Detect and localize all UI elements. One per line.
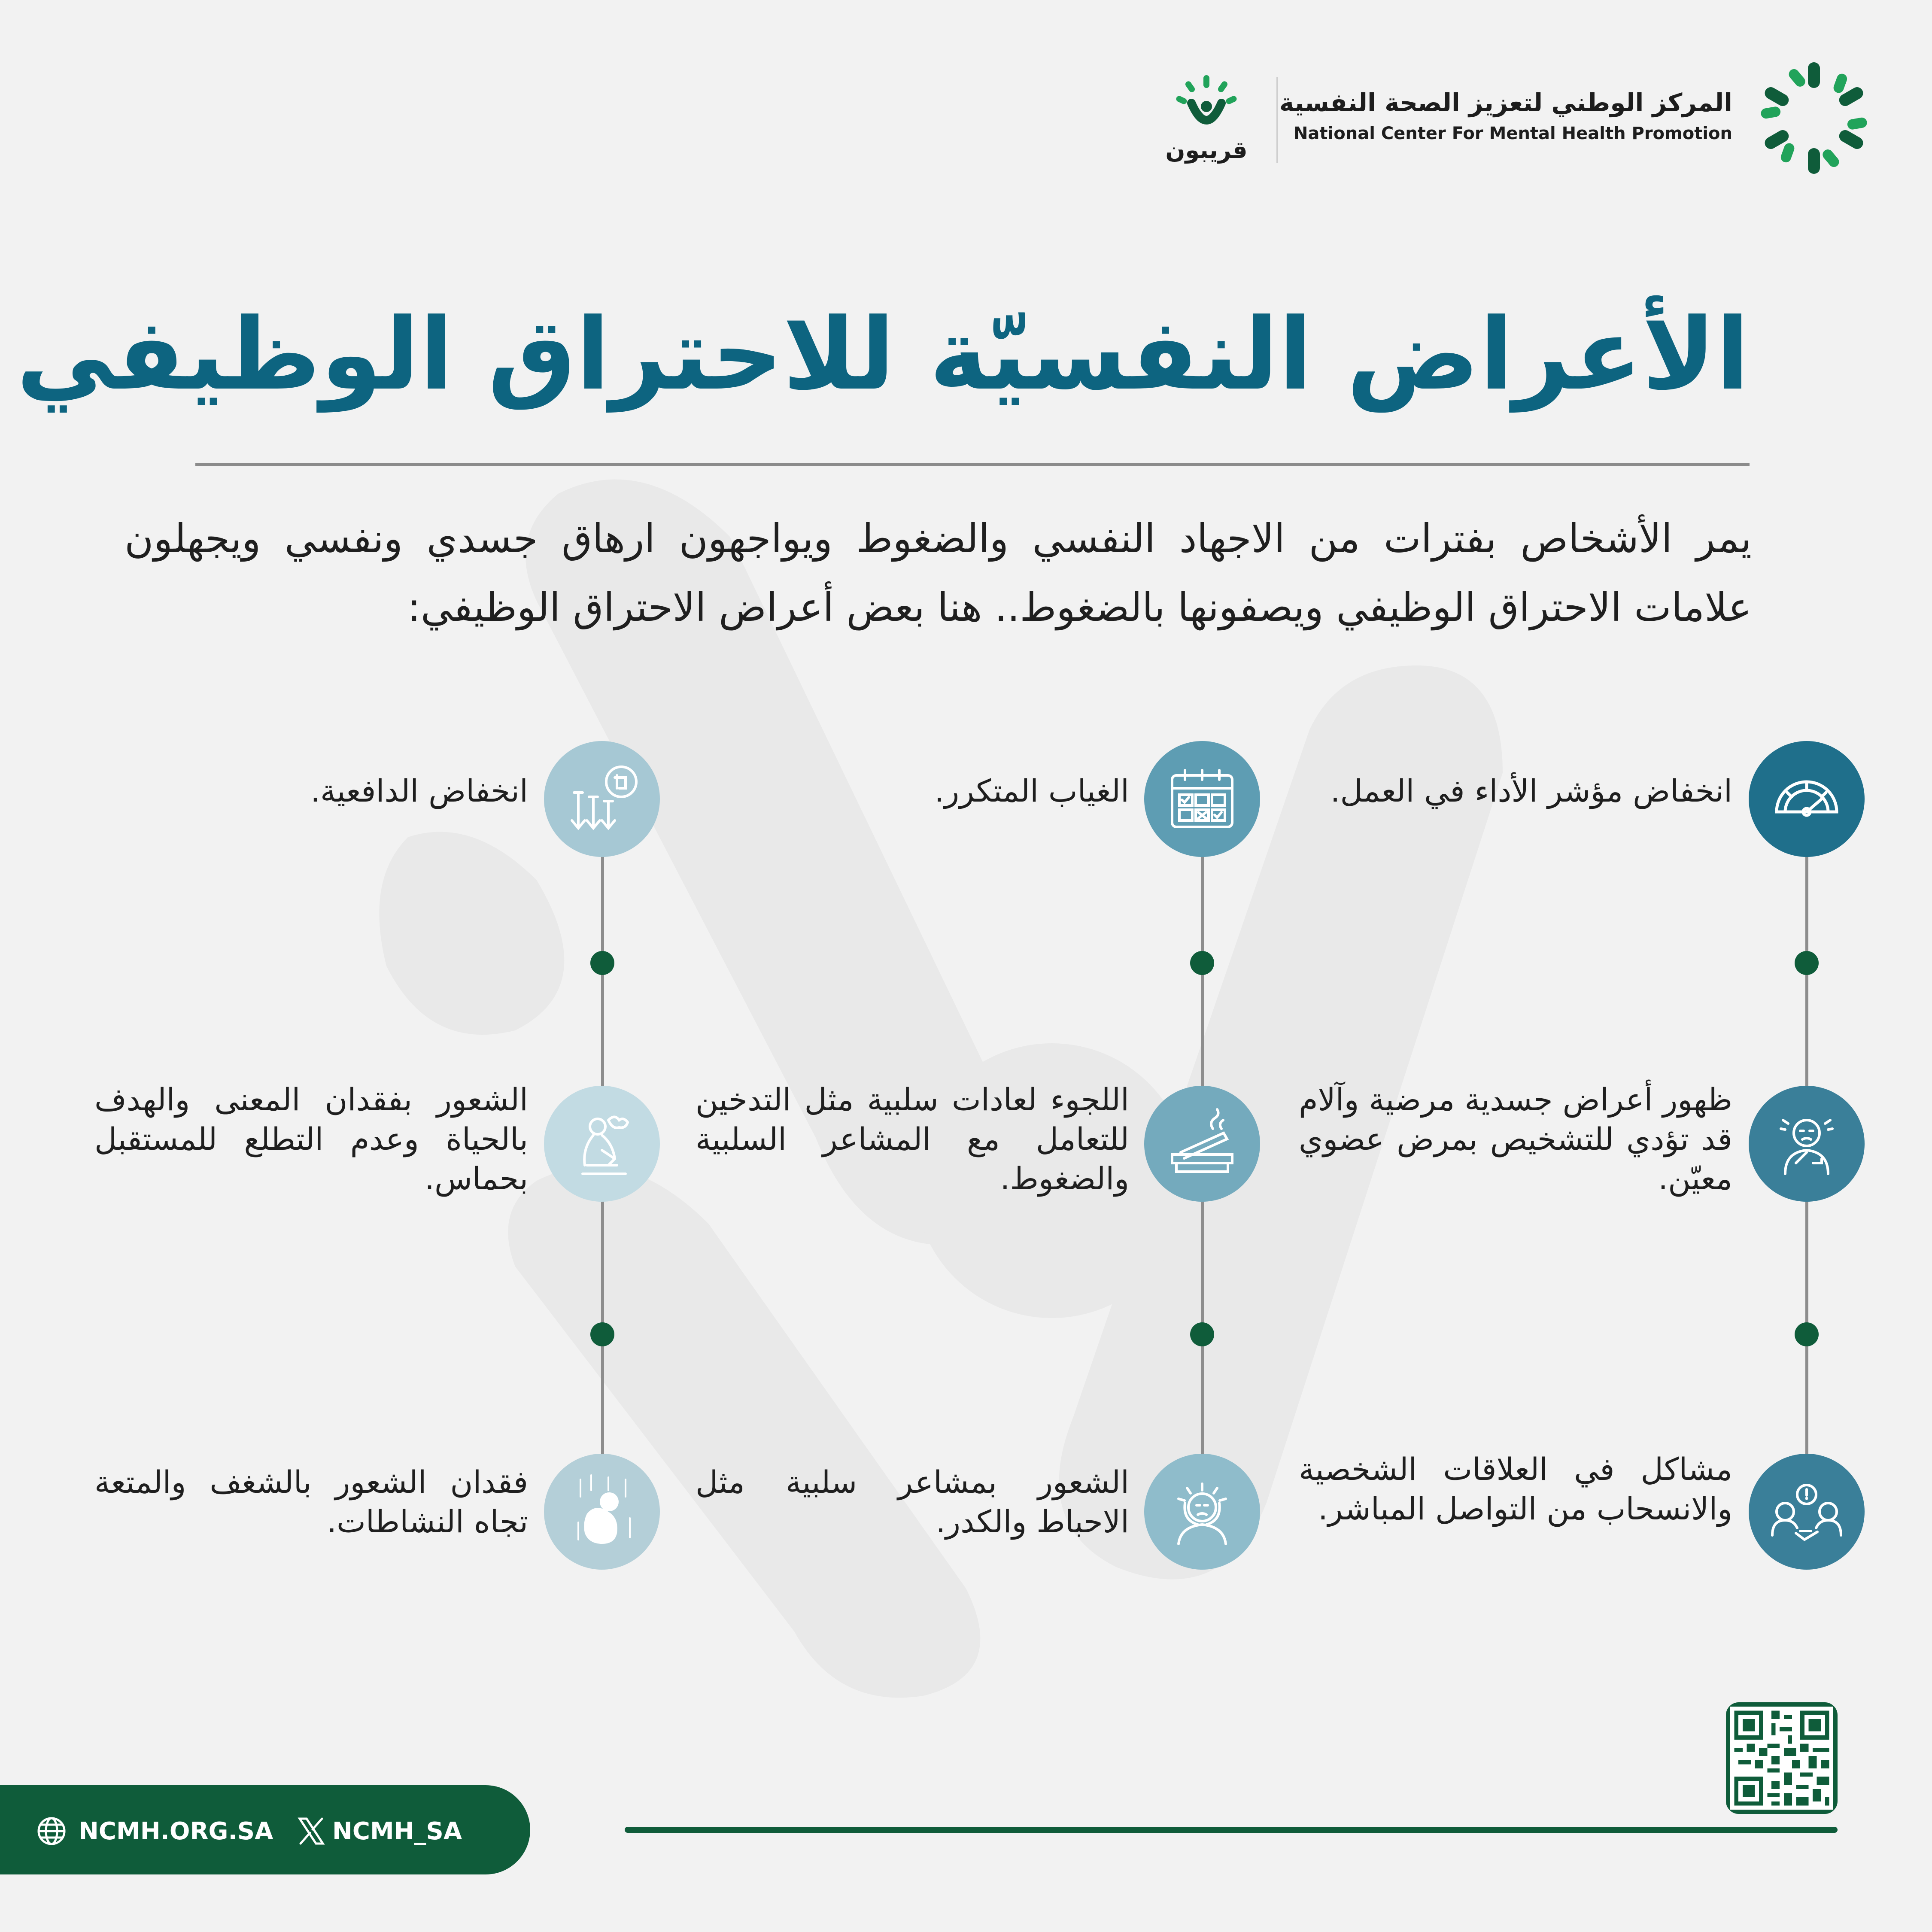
sad-sitting-person-icon bbox=[561, 1103, 643, 1185]
crouching-person-icon bbox=[561, 1471, 643, 1552]
symptom-icon-circle bbox=[544, 1086, 660, 1202]
qr-code-icon bbox=[1730, 1707, 1833, 1810]
org-name-arabic: المركز الوطني لتعزيز الصحة النفسية bbox=[1279, 88, 1732, 117]
social-handle-label: NCMH_SA bbox=[332, 1817, 462, 1845]
org-name-english: National Center For Mental Health Promotion bbox=[1293, 124, 1732, 143]
speedometer-icon bbox=[1766, 758, 1847, 840]
symptom-icon-circle bbox=[1144, 1086, 1260, 1202]
symptom-icon-circle bbox=[1144, 741, 1260, 857]
symptom-text: الشعور بمشاعر سلبية مثل الاحباط والكدر. bbox=[696, 1464, 1129, 1540]
x-logo-icon bbox=[296, 1816, 326, 1846]
globe-icon bbox=[36, 1816, 67, 1846]
symptom-icon-circle bbox=[1144, 1454, 1260, 1570]
website-link[interactable] bbox=[36, 1814, 273, 1848]
symptom-text: انخفاض مؤشر الأداء في العمل. bbox=[1330, 773, 1732, 809]
symptom-text: الغياب المتكرر. bbox=[934, 773, 1129, 809]
motivation-down-icon bbox=[561, 758, 643, 840]
symptom-text: الشعور بفقدان المعنى والهدف بالحياة وعدم التطلع للمستقبل بحماس. bbox=[94, 1081, 528, 1197]
symptom-text: مشاكل في العلاقات الشخصية والانسحاب من التواصل المباشر. bbox=[1299, 1451, 1732, 1527]
cigarette-ashtray-icon bbox=[1161, 1103, 1243, 1185]
symptom-icon-circle bbox=[1749, 1454, 1865, 1570]
timeline-dot bbox=[1190, 1322, 1214, 1346]
stressed-person-icon bbox=[1161, 1471, 1243, 1552]
symptom-icon-circle bbox=[1749, 1086, 1865, 1202]
symptom-icon-circle bbox=[544, 1454, 660, 1570]
timeline-dot bbox=[1190, 951, 1214, 975]
timeline-dot bbox=[1795, 1322, 1819, 1346]
symptom-text: ظهور أعراض جسدية مرضية وآلام قد تؤدي للتشخيص بمرض عضوي معيّن. bbox=[1299, 1081, 1732, 1197]
bottom-divider bbox=[625, 1827, 1838, 1833]
intro-paragraph: يمر الأشخاص بفترات من الاجهاد النفسي والضغوط ويواجهون ارهاق جسدي ونفسي ويجهلون علامات الاحتراق الوظيفي ويصفونها بالضغوط.. هنا بعض أعراض الاحتراق الوظيفي: bbox=[125, 516, 1752, 630]
timeline-dot bbox=[590, 951, 614, 975]
page-title: الأعراض النفسيّة للاحتراق الوظيفي bbox=[16, 298, 1750, 412]
timeline-dot bbox=[590, 1322, 614, 1346]
symptom-text: اللجوء لعادات سلبية مثل التدخين للتعامل مع المشاعر السلبية والضغوط. bbox=[696, 1081, 1129, 1197]
people-conflict-icon bbox=[1766, 1471, 1847, 1552]
website-label: NCMH.ORG.SA bbox=[79, 1817, 273, 1845]
symptom-text: فقدان الشعور بالشغف والمتعة تجاه النشاطات. bbox=[94, 1464, 528, 1540]
calendar-absence-icon bbox=[1161, 758, 1243, 840]
header-divider bbox=[1276, 77, 1278, 163]
title-divider bbox=[195, 463, 1750, 466]
timeline-dot bbox=[1795, 951, 1819, 975]
symptom-text: انخفاض الدافعية. bbox=[310, 773, 528, 809]
qr-code[interactable] bbox=[1726, 1702, 1838, 1814]
symptom-icon-circle bbox=[1749, 741, 1865, 857]
ncmh-star-logo-icon bbox=[1752, 56, 1876, 180]
social-link[interactable] bbox=[296, 1814, 462, 1848]
partner-name: قريبون bbox=[1165, 137, 1248, 164]
sick-person-icon bbox=[1766, 1103, 1847, 1185]
symptom-icon-circle bbox=[544, 741, 660, 857]
qareebon-logo-icon bbox=[1174, 73, 1239, 137]
